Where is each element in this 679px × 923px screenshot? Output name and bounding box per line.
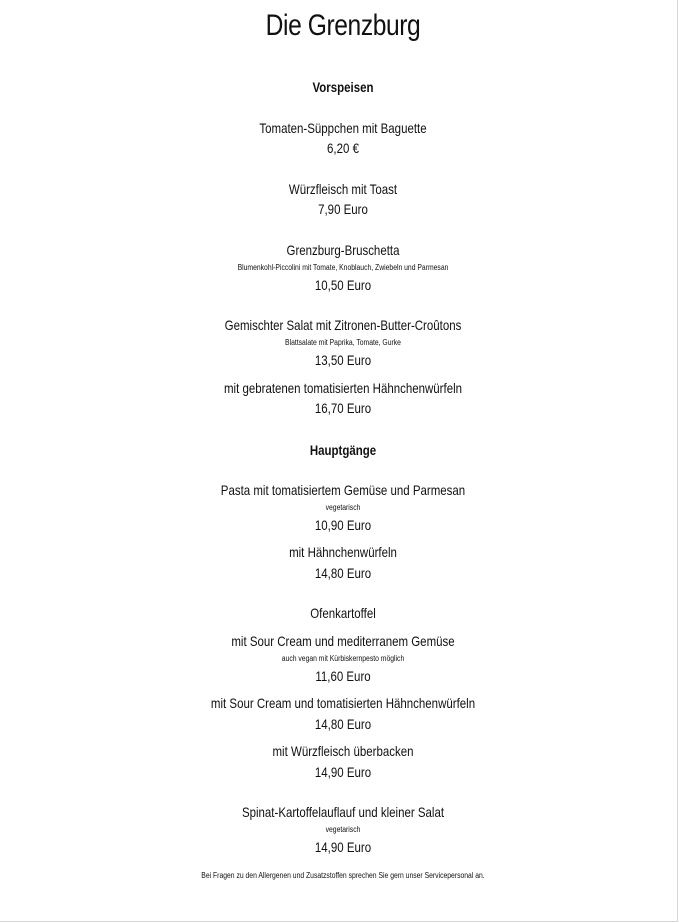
menu-item-price: 6,20 €: [327, 140, 359, 156]
menu-item-name: Ofenkartoffel: [310, 605, 376, 621]
menu-item-name: mit Sour Cream und mediterranem Gemüse: [231, 633, 455, 649]
menu-item-price: 14,90 Euro: [314, 839, 372, 855]
menu-item-name: mit Sour Cream und tomatisierten Hähnchenwürfeln: [210, 695, 476, 711]
menu-item-description: Blattsalate mit Paprika, Tomate, Gurke: [285, 338, 401, 347]
menu-item-name: Gemischter Salat mit Zitronen-Butter-Croûtons: [224, 317, 462, 333]
menu-item-price: 16,70 Euro: [314, 400, 372, 416]
section-heading-starters: Vorspeisen: [312, 79, 374, 95]
menu-item-name: mit gebratenen tomatisierten Hähnchenwürfeln: [223, 380, 463, 396]
menu-item-price: 14,90 Euro: [314, 764, 372, 780]
menu-item-price: 14,80 Euro: [314, 716, 372, 732]
menu-item-name: Pasta mit tomatisiertem Gemüse und Parmesan: [220, 482, 466, 498]
menu-item-price: 7,90 Euro: [318, 201, 368, 217]
menu-item-price: 14,80 Euro: [314, 565, 372, 581]
menu-item-description: vegetarisch: [325, 825, 361, 834]
menu-item-price: 13,50 Euro: [314, 352, 372, 368]
menu-item-description: vegetarisch: [325, 503, 361, 512]
menu-item-price: 10,50 Euro: [314, 277, 372, 293]
menu-title: Die Grenzburg: [265, 9, 421, 42]
menu-item-name: Würzfleisch mit Toast: [288, 181, 398, 197]
menu-item-description: Blumenkohl-Piccolini mit Tomate, Knoblauch, Zwiebeln und Parmesan: [237, 263, 449, 272]
menu-item-name: Tomaten-Süppchen mit Baguette: [259, 120, 427, 136]
section-heading-mains: Hauptgänge: [309, 442, 377, 458]
menu-item-name: mit Würzfleisch überbacken: [272, 743, 414, 759]
menu-item-price: 11,60 Euro: [315, 668, 371, 684]
menu-item-name: mit Hähnchenwürfeln: [289, 544, 397, 560]
menu-item-name: Spinat-Kartoffelauflauf und kleiner Salat: [241, 804, 445, 820]
menu-item-description: auch vegan mit Kürbiskernpesto möglich: [281, 654, 405, 663]
menu-item-name: Grenzburg-Bruschetta: [286, 242, 400, 258]
menu-item-price: 10,90 Euro: [314, 517, 372, 533]
allergen-footer-note: Bei Fragen zu den Allergenen und Zusatzstoffen sprechen Sie gern unser Servicepersonal an.: [201, 871, 485, 880]
